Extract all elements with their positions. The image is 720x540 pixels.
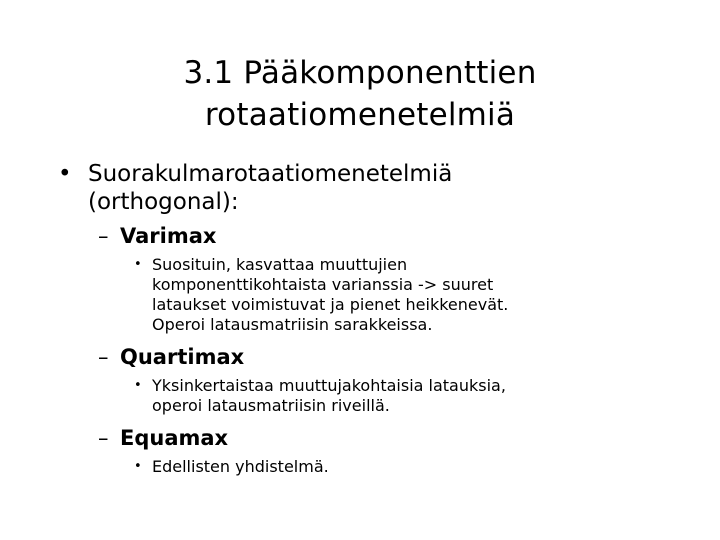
bullet-dot-icon: • <box>134 378 142 393</box>
method-name: Varimax <box>120 224 217 248</box>
bullet-orthogonal <box>58 160 698 216</box>
slide-title <box>60 52 660 136</box>
dash-icon: – <box>98 426 109 450</box>
description-line: Operoi latausmatriisin sarakkeissa. <box>152 315 433 334</box>
bullet-dot-icon: • <box>134 257 142 272</box>
dash-icon: – <box>98 224 109 248</box>
title-line-1: 3.1 Pääkomponenttien <box>183 55 537 91</box>
bullet-dot-icon: • <box>58 161 72 187</box>
description-line: Edellisten yhdistelmä. <box>152 457 329 476</box>
method-name: Equamax <box>120 426 229 450</box>
method-varimax-description <box>58 255 692 335</box>
description-line: operoi latausmatriisin riveillä. <box>152 396 390 415</box>
method-quartimax-heading <box>58 343 698 371</box>
description-line: lataukset voimistuvat ja pienet heikkenevät. <box>152 295 509 314</box>
description-line: Suosituin, kasvattaa muuttujien <box>152 255 408 274</box>
description-line: komponenttikohtaista varianssia -> suuret <box>152 275 494 294</box>
method-equamax-heading <box>58 424 698 452</box>
bullet-dot-icon: • <box>134 459 142 474</box>
title-line-2: rotaatiomenetelmiä <box>204 97 516 133</box>
method-varimax-heading <box>58 222 698 250</box>
slide-content <box>58 160 698 477</box>
description-line: Yksinkertaistaa muuttujakohtaisia latauksia, <box>152 376 506 395</box>
dash-icon: – <box>98 345 109 369</box>
method-equamax-description <box>58 457 692 477</box>
bullet-line-2: (orthogonal): <box>88 189 239 215</box>
bullet-line-1: Suorakulmarotaatiomenetelmiä <box>88 161 453 187</box>
method-quartimax-description <box>58 376 692 416</box>
method-name: Quartimax <box>120 345 245 369</box>
